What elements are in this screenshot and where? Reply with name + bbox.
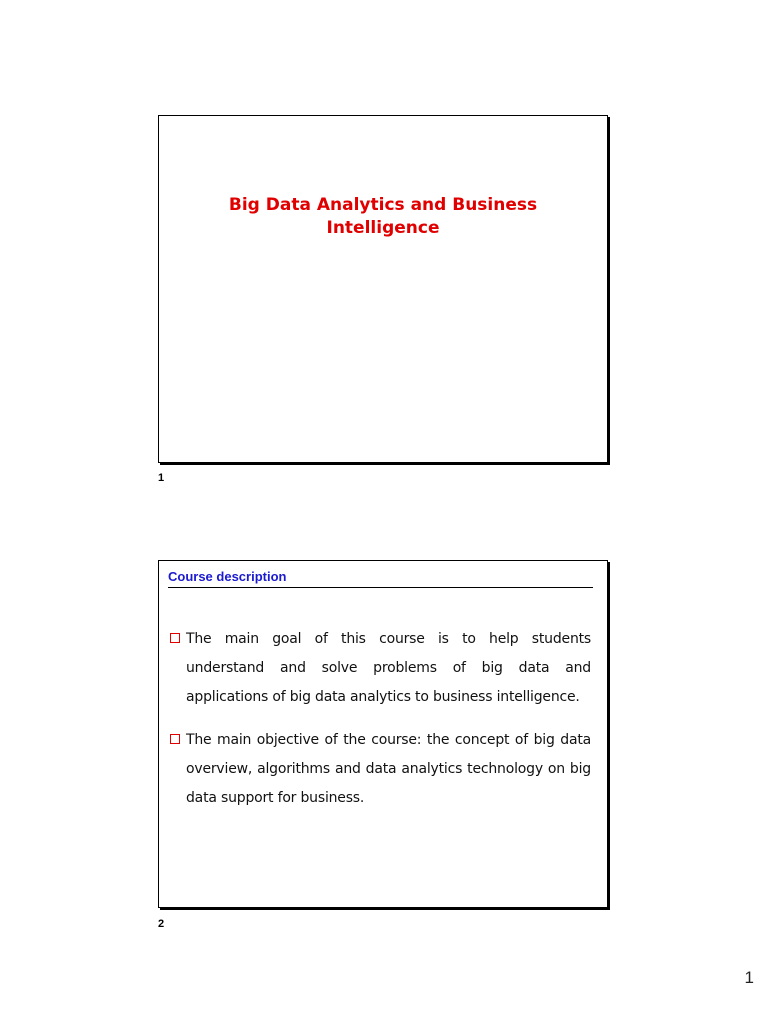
list-item (168, 625, 591, 712)
slide-number: 2 (158, 918, 165, 930)
slide-number: 1 (158, 472, 165, 484)
square-bullet-icon (170, 633, 180, 643)
slide-1 (158, 115, 608, 463)
list-item (168, 726, 591, 813)
page-number: 1 (744, 968, 754, 987)
heading-divider (168, 587, 593, 588)
section-heading: Course description (168, 569, 287, 584)
slide-2 (158, 560, 608, 908)
slide-title: Big Data Analytics and Business Intelligence (228, 195, 538, 238)
square-bullet-icon (170, 734, 180, 744)
bullet-list (168, 625, 591, 827)
bullet-text: The main goal of this course is to help students understand and solve problems of big data and applications of big data analytics to business intelligence. (186, 631, 591, 705)
bullet-text: The main objective of the course: the concept of big data overview, algorithms and data analytics technology on big data support for business. (186, 732, 591, 806)
